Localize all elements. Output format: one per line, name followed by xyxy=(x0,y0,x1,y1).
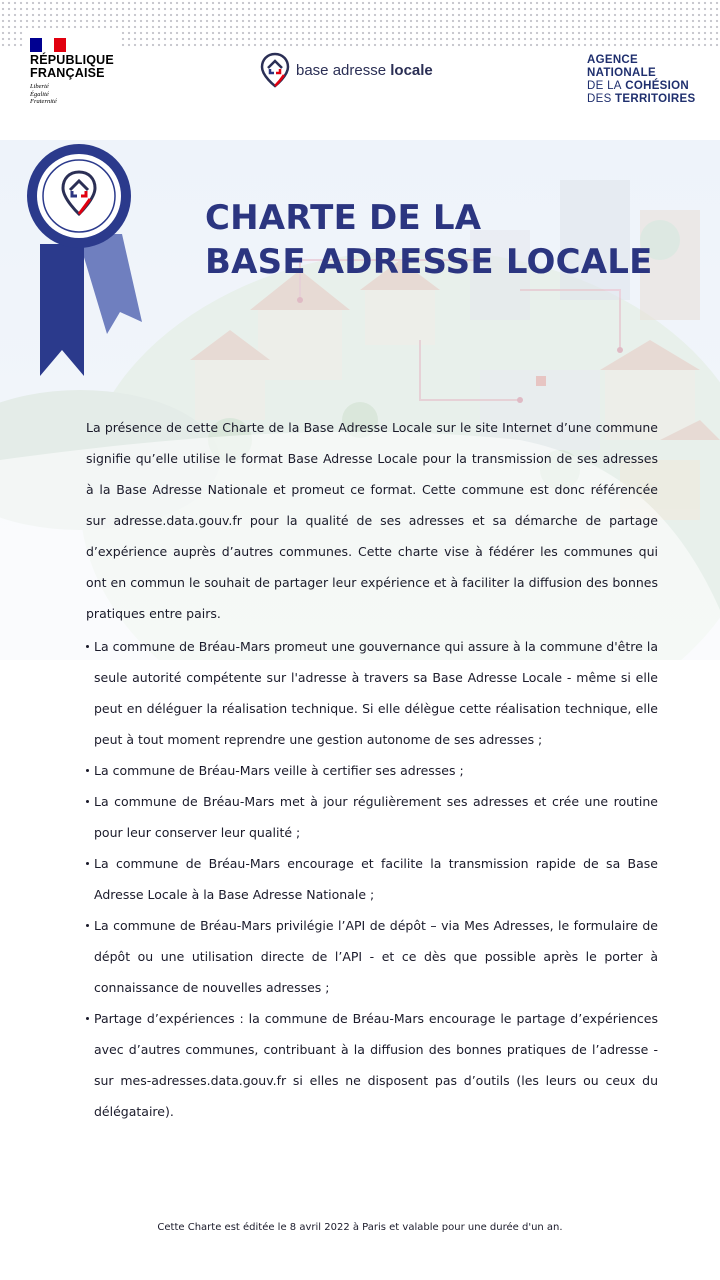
rf-motto: Liberté Égalité Fraternité xyxy=(30,83,57,105)
list-item: La commune de Bréau-Mars promeut une gouvernance qui assure à la commune d'être la seule autorité compétente sur l'adresse à travers sa Base Adresse Locale - même si elle peut en déléguer la réalisation technique. Si elle délègue cette réalisation technique, elle peut à tout moment reprendre une gestion autonome de ses adresses ; xyxy=(86,631,658,755)
anct-logo xyxy=(587,54,695,106)
list-item: Partage d’expériences : la commune de Bréau-Mars encourage le partage d’expériences avec d’autres communes, contribuant à la diffusion des bonnes pratiques de l’adresse - sur mes-adresses.data.gouv.fr si elles ne disposent pas d’outils (les leurs ou ceux du délégataire). xyxy=(86,1003,658,1127)
bal-pin-icon xyxy=(260,52,290,88)
anct-line-5: DES xyxy=(587,93,612,105)
anct-line-3: DE LA xyxy=(587,80,622,92)
page-title xyxy=(205,196,653,284)
base-adresse-locale-logo xyxy=(260,52,433,88)
french-flag-icon xyxy=(30,38,66,52)
intro-paragraph: La présence de cette Charte de la Base Adresse Locale sur le site Internet d’une commune signifie qu’elle utilise le format Base Adresse Locale pour la transmission de ses adresses à la Base Adresse Nationale et promeut ce format. Cette commune est donc référencée sur adresse.data.gouv.fr pour la qualité de ses adresses et sa démarche de partage d’expérience auprès d’autres communes. Cette charte vise à fédérer les communes qui ont en commun le souhait de partager leur expérience et à faciliter la diffusion des bonnes pratiques entre pairs. xyxy=(86,420,658,621)
anct-line-6: TERRITOIRES xyxy=(615,93,696,105)
list-item: La commune de Bréau-Mars encourage et facilite la transmission rapide de sa Base Adresse Locale à la Base Adresse Nationale ; xyxy=(86,848,658,910)
list-item: La commune de Bréau-Mars met à jour régulièrement ses adresses et crée une routine pour leur conserver leur qualité ; xyxy=(86,786,658,848)
anct-line-4: COHÉSION xyxy=(625,80,689,92)
republique-francaise-logo xyxy=(24,30,120,120)
list-item: La commune de Bréau-Mars veille à certifier ses adresses ; xyxy=(86,755,658,786)
charter-body xyxy=(86,412,658,1127)
header xyxy=(0,0,720,140)
rf-title: RÉPUBLIQUE FRANÇAISE xyxy=(30,53,114,80)
list-item: La commune de Bréau-Mars privilégie l’API de dépôt – via Mes Adresses, le formulaire de dépôt ou une utilisation directe de l’API - et ce dès que possible après le porter à connaissance de nouvelles adresses ; xyxy=(86,910,658,1003)
anct-line-1: AGENCE xyxy=(587,54,639,66)
title-line-1: CHARTE DE LA xyxy=(205,198,482,238)
anct-line-2: NATIONALE xyxy=(587,67,656,79)
footer-note: Cette Charte est éditée le 8 avril 2022 à Paris et valable pour une durée d'un an. xyxy=(157,1222,563,1233)
bal-logo-text: base adresse locale xyxy=(296,61,433,79)
title-line-2: BASE ADRESSE LOCALE xyxy=(205,242,653,282)
award-ribbon-icon xyxy=(22,144,152,384)
